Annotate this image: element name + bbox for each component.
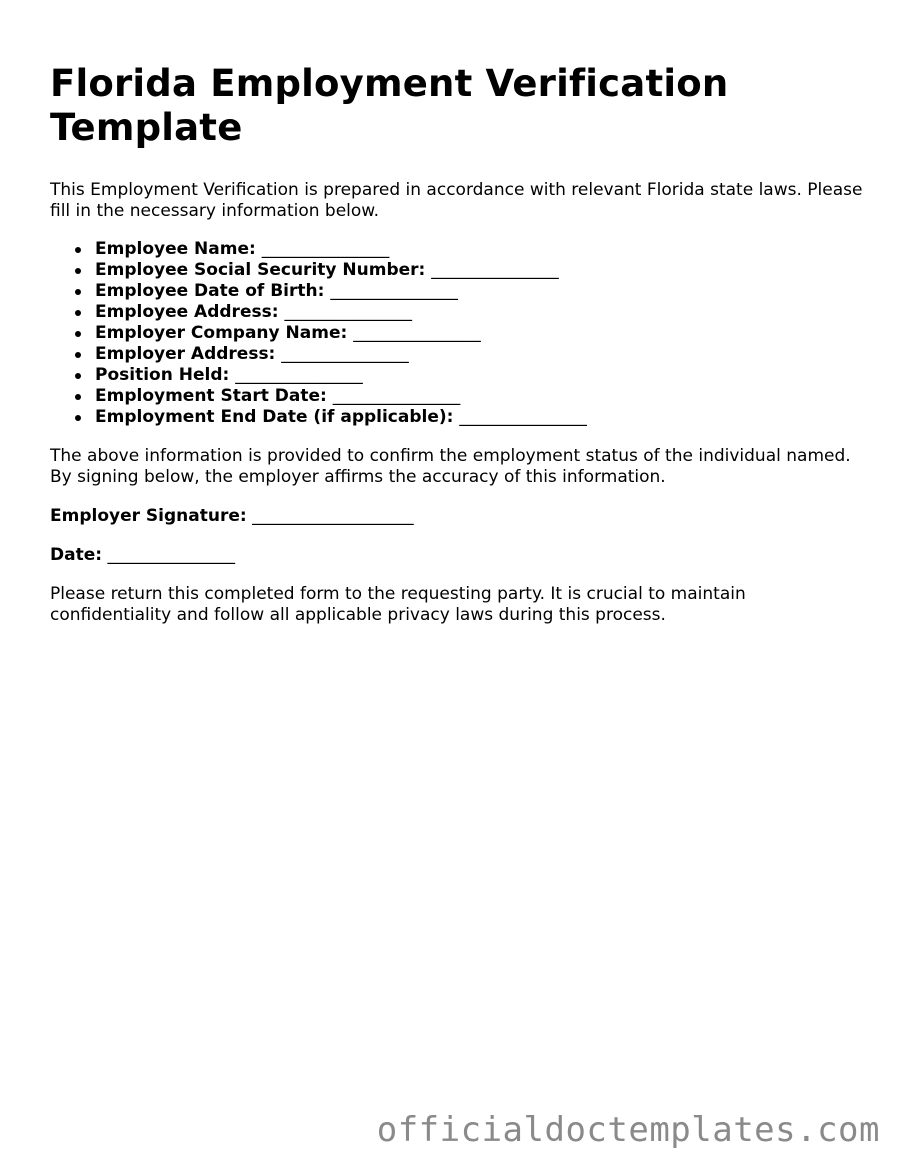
date-label: Date: bbox=[50, 545, 103, 565]
field-blank: _______________ bbox=[353, 323, 481, 343]
signature-blank: ___________________ bbox=[252, 506, 414, 526]
document-page bbox=[50, 62, 870, 626]
field-blank: _______________ bbox=[431, 260, 559, 280]
field-blank: _______________ bbox=[330, 281, 458, 301]
field-employment-start-date bbox=[95, 386, 870, 407]
field-label: Employment Start Date: bbox=[95, 386, 327, 406]
field-label: Employee Social Security Number: bbox=[95, 260, 426, 280]
signature-label: Employer Signature: bbox=[50, 506, 247, 526]
date-line bbox=[50, 545, 870, 566]
field-employee-dob bbox=[95, 281, 870, 302]
field-employer-company-name bbox=[95, 323, 870, 344]
field-label: Employment End Date (if applicable): bbox=[95, 407, 454, 427]
field-list bbox=[50, 239, 870, 428]
date-blank: _______________ bbox=[107, 545, 235, 565]
field-label: Employer Address: bbox=[95, 344, 276, 364]
field-employee-name bbox=[95, 239, 870, 260]
field-blank: _______________ bbox=[332, 386, 461, 406]
field-label: Position Held: bbox=[95, 365, 230, 385]
field-label: Employee Name: bbox=[95, 239, 256, 259]
field-blank: _______________ bbox=[281, 344, 409, 364]
field-label: Employer Company Name: bbox=[95, 323, 348, 343]
employer-signature-line bbox=[50, 506, 870, 527]
intro-paragraph: This Employment Verification is prepared in accordance with relevant Florida state laws. Please fill in the necessary information below. bbox=[50, 180, 863, 221]
field-employee-address bbox=[95, 302, 870, 323]
field-employment-end-date bbox=[95, 407, 870, 428]
field-label: Employee Date of Birth: bbox=[95, 281, 325, 301]
confirmation-paragraph: The above information is provided to confirm the employment status of the individual named. By signing below, the employer affirms the accuracy of this information. bbox=[50, 446, 851, 487]
field-blank: _______________ bbox=[459, 407, 587, 427]
field-label: Employee Address: bbox=[95, 302, 279, 322]
closing-paragraph: Please return this completed form to the requesting party. It is crucial to maintain confidentiality and follow all applicable privacy laws during this process. bbox=[50, 584, 746, 625]
field-position-held bbox=[95, 365, 870, 386]
field-blank: _______________ bbox=[284, 302, 412, 322]
field-blank: _______________ bbox=[235, 365, 363, 385]
field-blank: _______________ bbox=[261, 239, 390, 259]
document-title: Florida Employment Verification Template bbox=[50, 62, 729, 149]
site-watermark: officialdoctemplates.com bbox=[376, 1110, 880, 1150]
field-employee-ssn bbox=[95, 260, 870, 281]
field-employer-address bbox=[95, 344, 870, 365]
